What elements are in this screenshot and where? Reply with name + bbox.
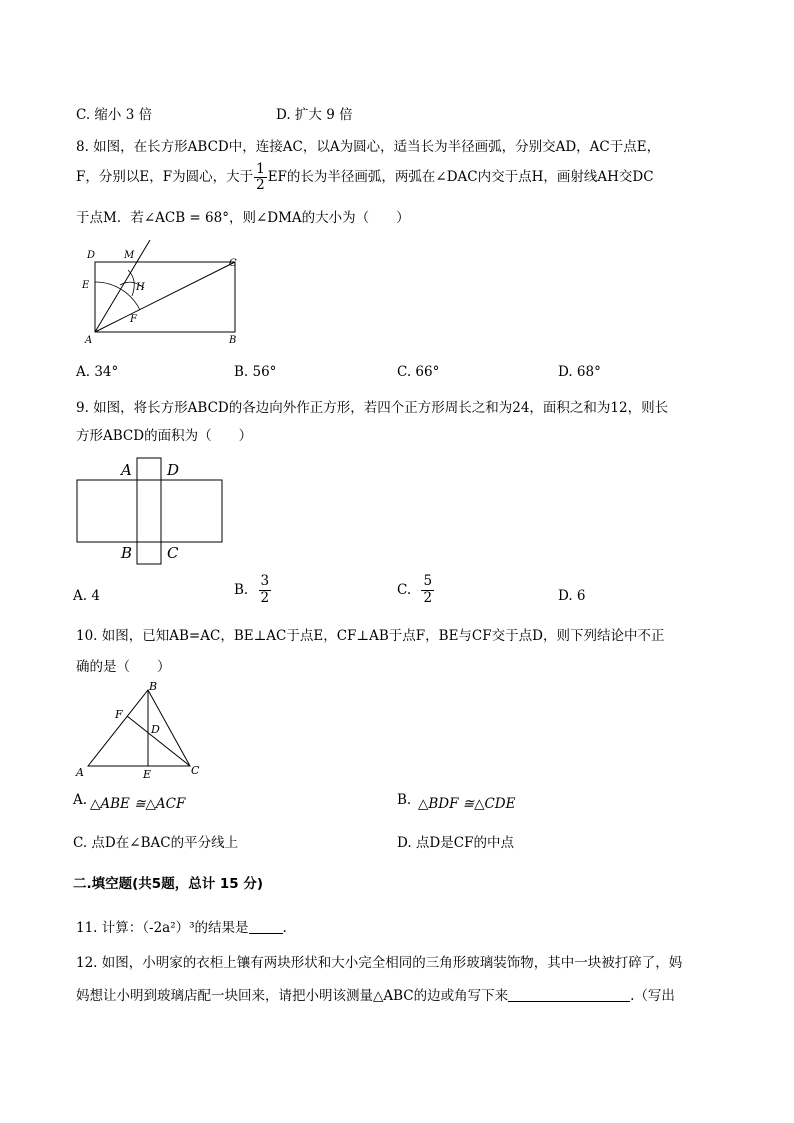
q8-label-m: M — [124, 250, 135, 261]
q9-vertical-rect — [137, 458, 161, 564]
q8-arc-ef — [95, 282, 140, 310]
q10-option-b-text: △BDF ≅△CDE — [418, 796, 516, 812]
q9-line-1: 9. 如图，将长方形ABCD的各边向外作正方形，若四个正方形周长之和为24，面积之和为12，则长 — [76, 400, 669, 416]
q9-figure — [70, 455, 230, 570]
q8-line-2-a: F，分别以E，F为圆心，大于 — [76, 169, 254, 185]
q9-line-2: 方形ABCD的面积为（ ） — [76, 428, 253, 444]
q9-option-c-num: 5 — [423, 573, 433, 589]
q10-label-d: D — [151, 723, 160, 736]
q9-option-d: D. 6 — [558, 588, 586, 604]
q9-label-d: D — [167, 461, 180, 479]
q9-option-a: A. 4 — [73, 588, 100, 604]
q10-option-c: C. 点D在∠BAC的平分线上 — [73, 835, 239, 851]
q10-option-a-text: △ABE ≅△ACF — [90, 796, 186, 812]
section-2-title: 二.填空题(共5题，总计 15 分) — [73, 876, 264, 892]
q8-label-b: B — [229, 335, 237, 346]
q10-line-1: 10. 如图，已知AB=AC，BE⊥AC于点E，CF⊥AB于点F，BE与CF交于点D，则下列结论中不正 — [76, 628, 665, 644]
q7-option-d: D. 扩大 9 倍 — [276, 107, 353, 123]
q12-line-2-b: .（写出 — [630, 988, 675, 1004]
q8-line-2 — [76, 162, 654, 193]
q9-horizontal-rect — [77, 480, 222, 542]
q10-label-f: F — [115, 708, 123, 721]
q11-text-b: . — [282, 920, 287, 936]
q8-line-1: 8. 如图，在长方形ABCD中，连接AC，以A为圆心，适当长为半径画弧，分别交AD，AC于点E， — [76, 139, 661, 155]
q10-option-a-label: A. — [73, 792, 88, 808]
q8-option-d: D. 68° — [558, 364, 601, 380]
q9-option-b-num: 3 — [260, 573, 270, 589]
q12-line-1: 12. 如图，小明家的衣柜上镶有两块形状和大小完全相同的三角形玻璃装饰物，其中一块被打碎了，妈 — [76, 955, 683, 971]
q8-fraction — [254, 160, 267, 193]
q7-option-c: C. 缩小 3 倍 — [76, 107, 153, 123]
q8-line-2-b: EF的长为半径画弧，两弧在∠DAC内交于点H，画射线AH交DC — [267, 169, 654, 185]
q9-option-c-den: 2 — [423, 589, 433, 606]
q8-label-h: H — [136, 282, 145, 293]
q12-answer-blank[interactable] — [508, 989, 630, 1002]
q10-label-e: E — [143, 768, 152, 781]
q8-arc-h2 — [128, 270, 134, 296]
q10-figure — [70, 678, 210, 782]
q8-figure — [80, 240, 250, 350]
q8-option-c: C. 66° — [397, 364, 440, 380]
q9-option-b-frac — [259, 575, 272, 605]
q9-option-b-label: B. — [234, 582, 249, 598]
q12-line-2 — [76, 984, 675, 1004]
q9-label-a: A — [121, 461, 132, 479]
q9-option-c — [397, 575, 435, 605]
q8-label-d: D — [87, 250, 96, 261]
q10-triangle-abc — [88, 690, 190, 766]
q11-answer-blank[interactable] — [249, 921, 283, 934]
q8-label-f: F — [130, 314, 137, 325]
q9-option-b — [234, 575, 272, 605]
q8-option-a: A. 34° — [76, 364, 119, 380]
q8-label-c: C — [229, 258, 237, 269]
q9-option-c-label: C. — [397, 582, 412, 598]
q10-label-b: B — [149, 680, 158, 693]
q11-line — [76, 916, 287, 936]
q12-line-2-a: 妈想让小明到玻璃店配一块回来，请把小明该测量△ABC的边或角写下来 — [76, 988, 509, 1004]
q9-option-b-den: 2 — [260, 589, 270, 606]
q8-line-3: 于点M．若∠ACB = 68°，则∠DMA的大小为（ ） — [76, 210, 410, 226]
q10-line-2: 确的是（ ） — [76, 659, 171, 675]
q8-fraction-num: 1 — [256, 160, 265, 177]
q8-label-a: A — [85, 335, 93, 346]
q10-option-d: D. 点D是CF的中点 — [397, 835, 514, 851]
q9-label-c: C — [167, 544, 179, 562]
q10-label-c: C — [191, 764, 200, 777]
q9-option-c-frac — [421, 575, 434, 605]
q10-label-a: A — [76, 766, 84, 779]
q11-text-a: 11. 计算：（-2a²）³的结果是 — [76, 920, 249, 936]
q8-fraction-den: 2 — [256, 177, 265, 193]
q9-label-b: B — [121, 544, 133, 562]
q10-option-b-label: B. — [397, 792, 412, 808]
q8-option-b: B. 56° — [234, 364, 277, 380]
q8-label-e: E — [82, 280, 90, 291]
